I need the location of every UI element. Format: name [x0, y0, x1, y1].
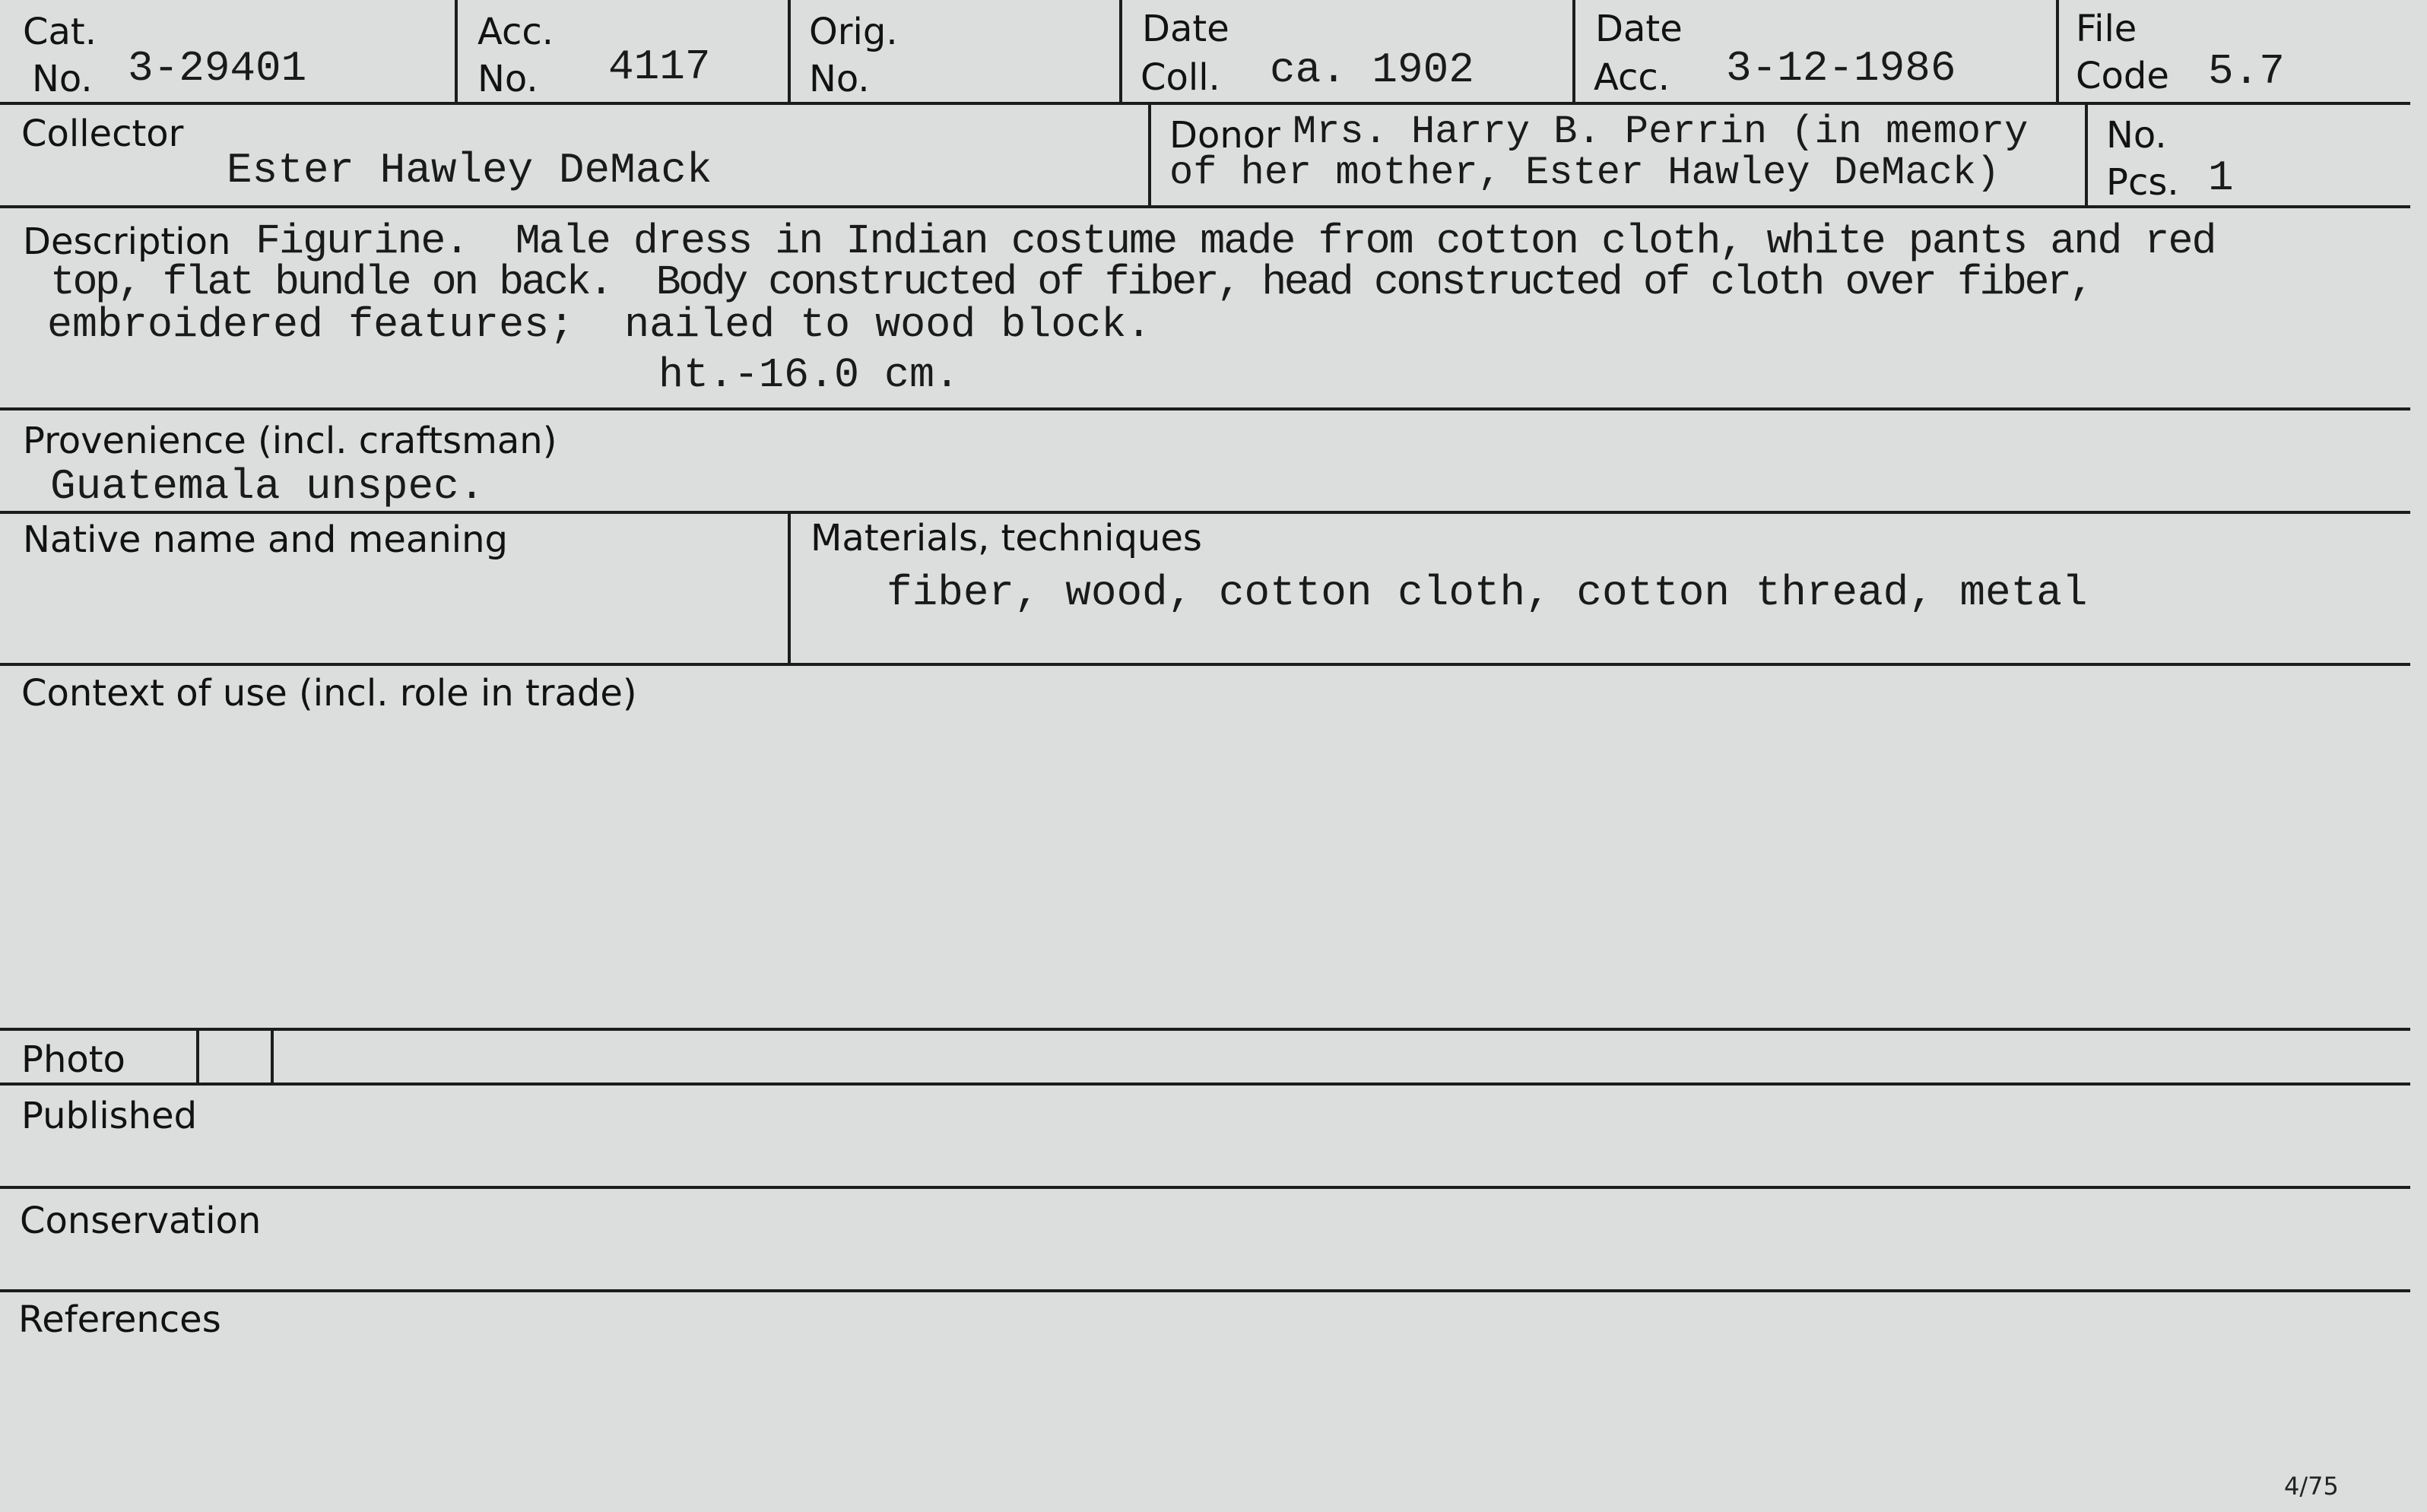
rule-v-dateacc: [2056, 0, 2059, 103]
file-label: File: [2076, 8, 2137, 50]
description-label: Description: [23, 220, 231, 263]
rule-v-datecoll: [1572, 0, 1575, 103]
photo-label: Photo: [21, 1038, 125, 1081]
pcs-label: Pcs.: [2106, 161, 2179, 204]
donor-label: Donor: [1169, 114, 1280, 157]
provenience-label: Provenience (incl. craftsman): [23, 420, 557, 462]
rule-header-bottom: [0, 102, 2410, 105]
orig-no-label: No.: [809, 58, 870, 100]
description-line-1: Figurine. Male dress in Indian costume made from cotton cloth, white pants and red: [255, 217, 2216, 265]
cat-no-label: No.: [32, 58, 93, 100]
rule-v-donor: [1148, 103, 1151, 207]
acc-number: 4117: [608, 43, 711, 91]
native-name-label: Native name and meaning: [23, 518, 508, 561]
form-number: 4/75: [2284, 1472, 2339, 1501]
materials-label: Materials, techniques: [811, 517, 1202, 559]
collector-name: Ester Hawley DeMack: [227, 146, 712, 195]
rule-v-photo-1: [196, 1029, 199, 1084]
description-height: ht.-16.0 cm.: [658, 351, 960, 399]
donor-line-1: Mrs. Harry B. Perrin (in memory: [1293, 109, 2029, 154]
rule-v-materials: [788, 512, 791, 664]
rule-v-orig: [1119, 0, 1122, 103]
date-accessioned: 3-12-1986: [1726, 44, 1956, 93]
rule-provenience-bottom: [0, 511, 2410, 514]
rule-description-bottom: [0, 407, 2410, 410]
rule-materials-bottom: [0, 663, 2410, 666]
date-acc-label: Date: [1595, 8, 1683, 50]
published-label: Published: [21, 1095, 198, 1137]
collector-label: Collector: [21, 113, 184, 155]
rule-photo-bottom: [0, 1082, 2410, 1086]
rule-v-photo-2: [271, 1029, 274, 1084]
acc-label: Acc.: [477, 11, 554, 53]
date-acc-sub-label: Acc.: [1594, 56, 1670, 99]
date-coll-sub-label: Coll.: [1141, 56, 1220, 99]
references-label: References: [18, 1298, 221, 1341]
pieces-count: 1: [2208, 154, 2234, 202]
rule-collector-bottom: [0, 205, 2410, 208]
orig-label: Orig.: [809, 11, 898, 53]
context-label: Context of use (incl. role in trade): [21, 672, 637, 715]
acc-no-label: No.: [477, 58, 538, 100]
file-code-label: Code: [2076, 55, 2169, 97]
rule-published-bottom: [0, 1186, 2410, 1189]
rule-v-pcs: [2085, 103, 2088, 207]
description-line-2: top, flat bundle on back. Body constructed of fiber, head constructed of cloth over fiber,: [50, 258, 2092, 306]
rule-conservation-bottom: [0, 1289, 2410, 1292]
date-collected: ca. 1902: [1270, 46, 1474, 94]
rule-v-acc: [788, 0, 791, 103]
rule-context-bottom: [0, 1028, 2410, 1031]
cat-label: Cat.: [23, 11, 97, 53]
cat-number: 3-29401: [128, 44, 307, 93]
file-code: 5.7: [2208, 47, 2285, 96]
conservation-label: Conservation: [20, 1200, 262, 1242]
materials-value: fiber, wood, cotton cloth, cotton thread, metal: [887, 569, 2088, 617]
description-line-3: embroidered features; nailed to wood block.: [47, 301, 1152, 349]
rule-v-cat: [455, 0, 458, 103]
date-coll-label: Date: [1142, 8, 1229, 50]
pcs-no-label: No.: [2106, 114, 2167, 157]
donor-line-2: of her mother, Ester Hawley DeMack): [1169, 151, 2000, 195]
provenience-value: Guatemala unspec.: [50, 462, 485, 511]
